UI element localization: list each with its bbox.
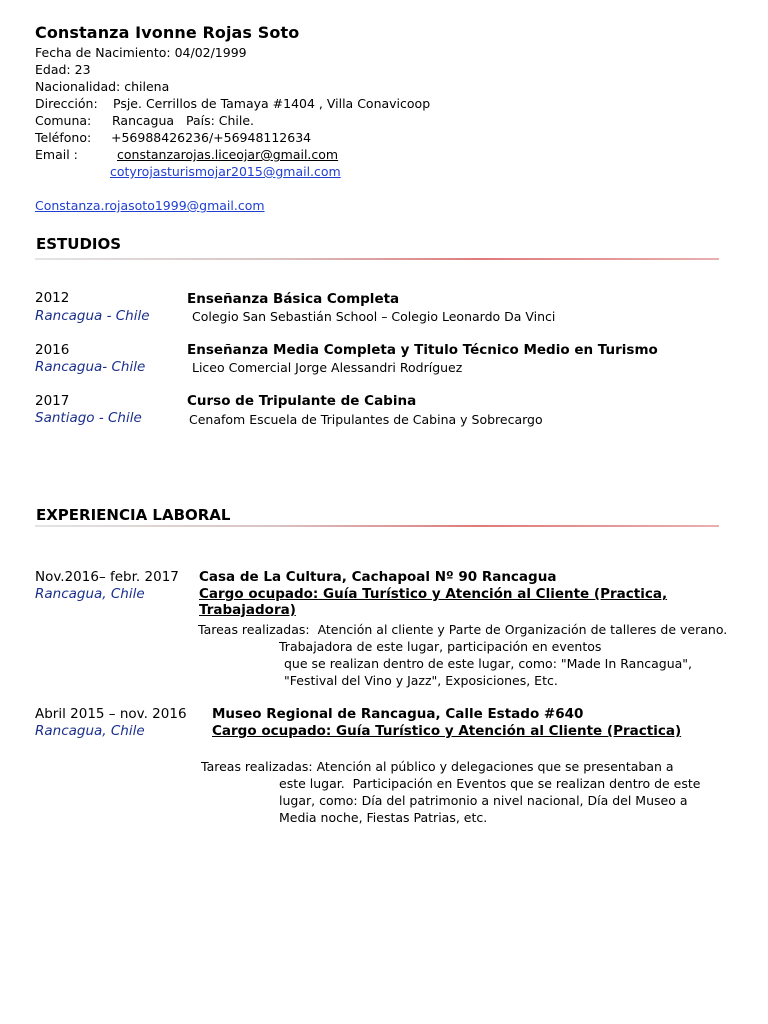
study-degree: Enseñanza Básica Completa <box>187 291 400 307</box>
study-location: Rancagua- Chile <box>35 359 146 375</box>
study-institution: Colegio San Sebastián School – Colegio Leonardo Da Vinci <box>192 309 556 324</box>
job-tasks-line: "Festival del Vino y Jazz", Exposiciones, Etc. <box>284 673 558 688</box>
study-degree: Enseñanza Media Completa y Titulo Técnico Medio en Turismo <box>187 342 658 358</box>
job-location: Rancagua, Chile <box>35 723 145 739</box>
job-tasks-line: Tareas realizadas: Atención al cliente y Parte de Organización de talleres de verano. <box>198 622 728 637</box>
email-link-1[interactable]: constanzarojas.liceojar@gmail.com <box>117 147 339 162</box>
phone-row <box>35 129 312 146</box>
email-label: Email : <box>35 147 78 162</box>
nationality: Nacionalidad: chilena <box>35 79 170 94</box>
study-institution: Cenafom Escuela de Tripulantes de Cabina y Sobrecargo <box>189 412 543 427</box>
job-role <box>212 723 681 739</box>
job-place: Museo Regional de Rancagua, Calle Estado #640 <box>212 706 584 722</box>
address-value: Psje. Cerrillos de Tamaya #1404 , Villa Conavicoop <box>113 96 431 111</box>
job-tasks-line: Media noche, Fiestas Patrias, etc. <box>279 810 488 825</box>
age: Edad: 23 <box>35 62 91 77</box>
birth-date: Fecha de Nacimiento: 04/02/1999 <box>35 45 247 60</box>
comuna-row <box>35 112 255 129</box>
job-tasks-line: este lugar. Participación en Eventos que se realizan dentro de este <box>279 776 701 791</box>
email-link-3[interactable]: Constanza.rojasoto1999@gmail.com <box>35 198 265 213</box>
comuna-value: Rancagua País: Chile. <box>112 113 255 128</box>
study-year: 2017 <box>35 393 70 409</box>
job-period: Nov.2016– febr. 2017 <box>35 569 179 585</box>
job-place: Casa de La Cultura, Cachapoal Nº 90 Rancagua <box>199 569 557 585</box>
experience-heading: EXPERIENCIA LABORAL <box>36 506 231 524</box>
job-tasks-line: Tareas realizadas: Atención al público y delegaciones que se presentaban a <box>201 759 674 774</box>
address-row <box>35 95 431 112</box>
study-year: 2012 <box>35 290 70 306</box>
studies-divider <box>35 258 719 260</box>
job-period: Abril 2015 – nov. 2016 <box>35 706 187 722</box>
study-institution: Liceo Comercial Jorge Alessandri Rodríguez <box>192 360 463 375</box>
study-location: Santiago - Chile <box>35 410 142 426</box>
job-role-text: Cargo ocupado: Guía Turístico y Atención al Cliente (Practica, Trabajadora) <box>199 586 668 618</box>
phone-label: Teléfono: <box>35 130 92 145</box>
job-tasks-line: Trabajadora de este lugar, participación en eventos <box>279 639 602 654</box>
studies-heading: ESTUDIOS <box>36 235 122 253</box>
full-name: Constanza Ivonne Rojas Soto <box>35 23 300 42</box>
study-degree: Curso de Tripulante de Cabina <box>187 393 417 409</box>
study-location: Rancagua - Chile <box>35 308 150 324</box>
job-location: Rancagua, Chile <box>35 586 145 602</box>
study-year: 2016 <box>35 342 70 358</box>
phone-value: +56988426236/+56948112634 <box>111 130 312 145</box>
email-link-2[interactable]: cotyrojasturismojar2015@gmail.com <box>110 164 341 179</box>
comuna-label: Comuna: <box>35 113 92 128</box>
job-role <box>199 586 768 618</box>
experience-divider <box>35 525 719 527</box>
email-row-3 <box>35 197 265 214</box>
email-row <box>35 146 339 163</box>
job-tasks-line: lugar, como: Día del patrimonio a nivel nacional, Día del Museo a <box>279 793 688 808</box>
job-role-text: Cargo ocupado: Guía Turístico y Atención al Cliente (Practica) <box>212 723 682 739</box>
address-label: Dirección: <box>35 96 98 111</box>
job-tasks-line: que se realizan dentro de este lugar, como: "Made In Rancagua", <box>284 656 693 671</box>
